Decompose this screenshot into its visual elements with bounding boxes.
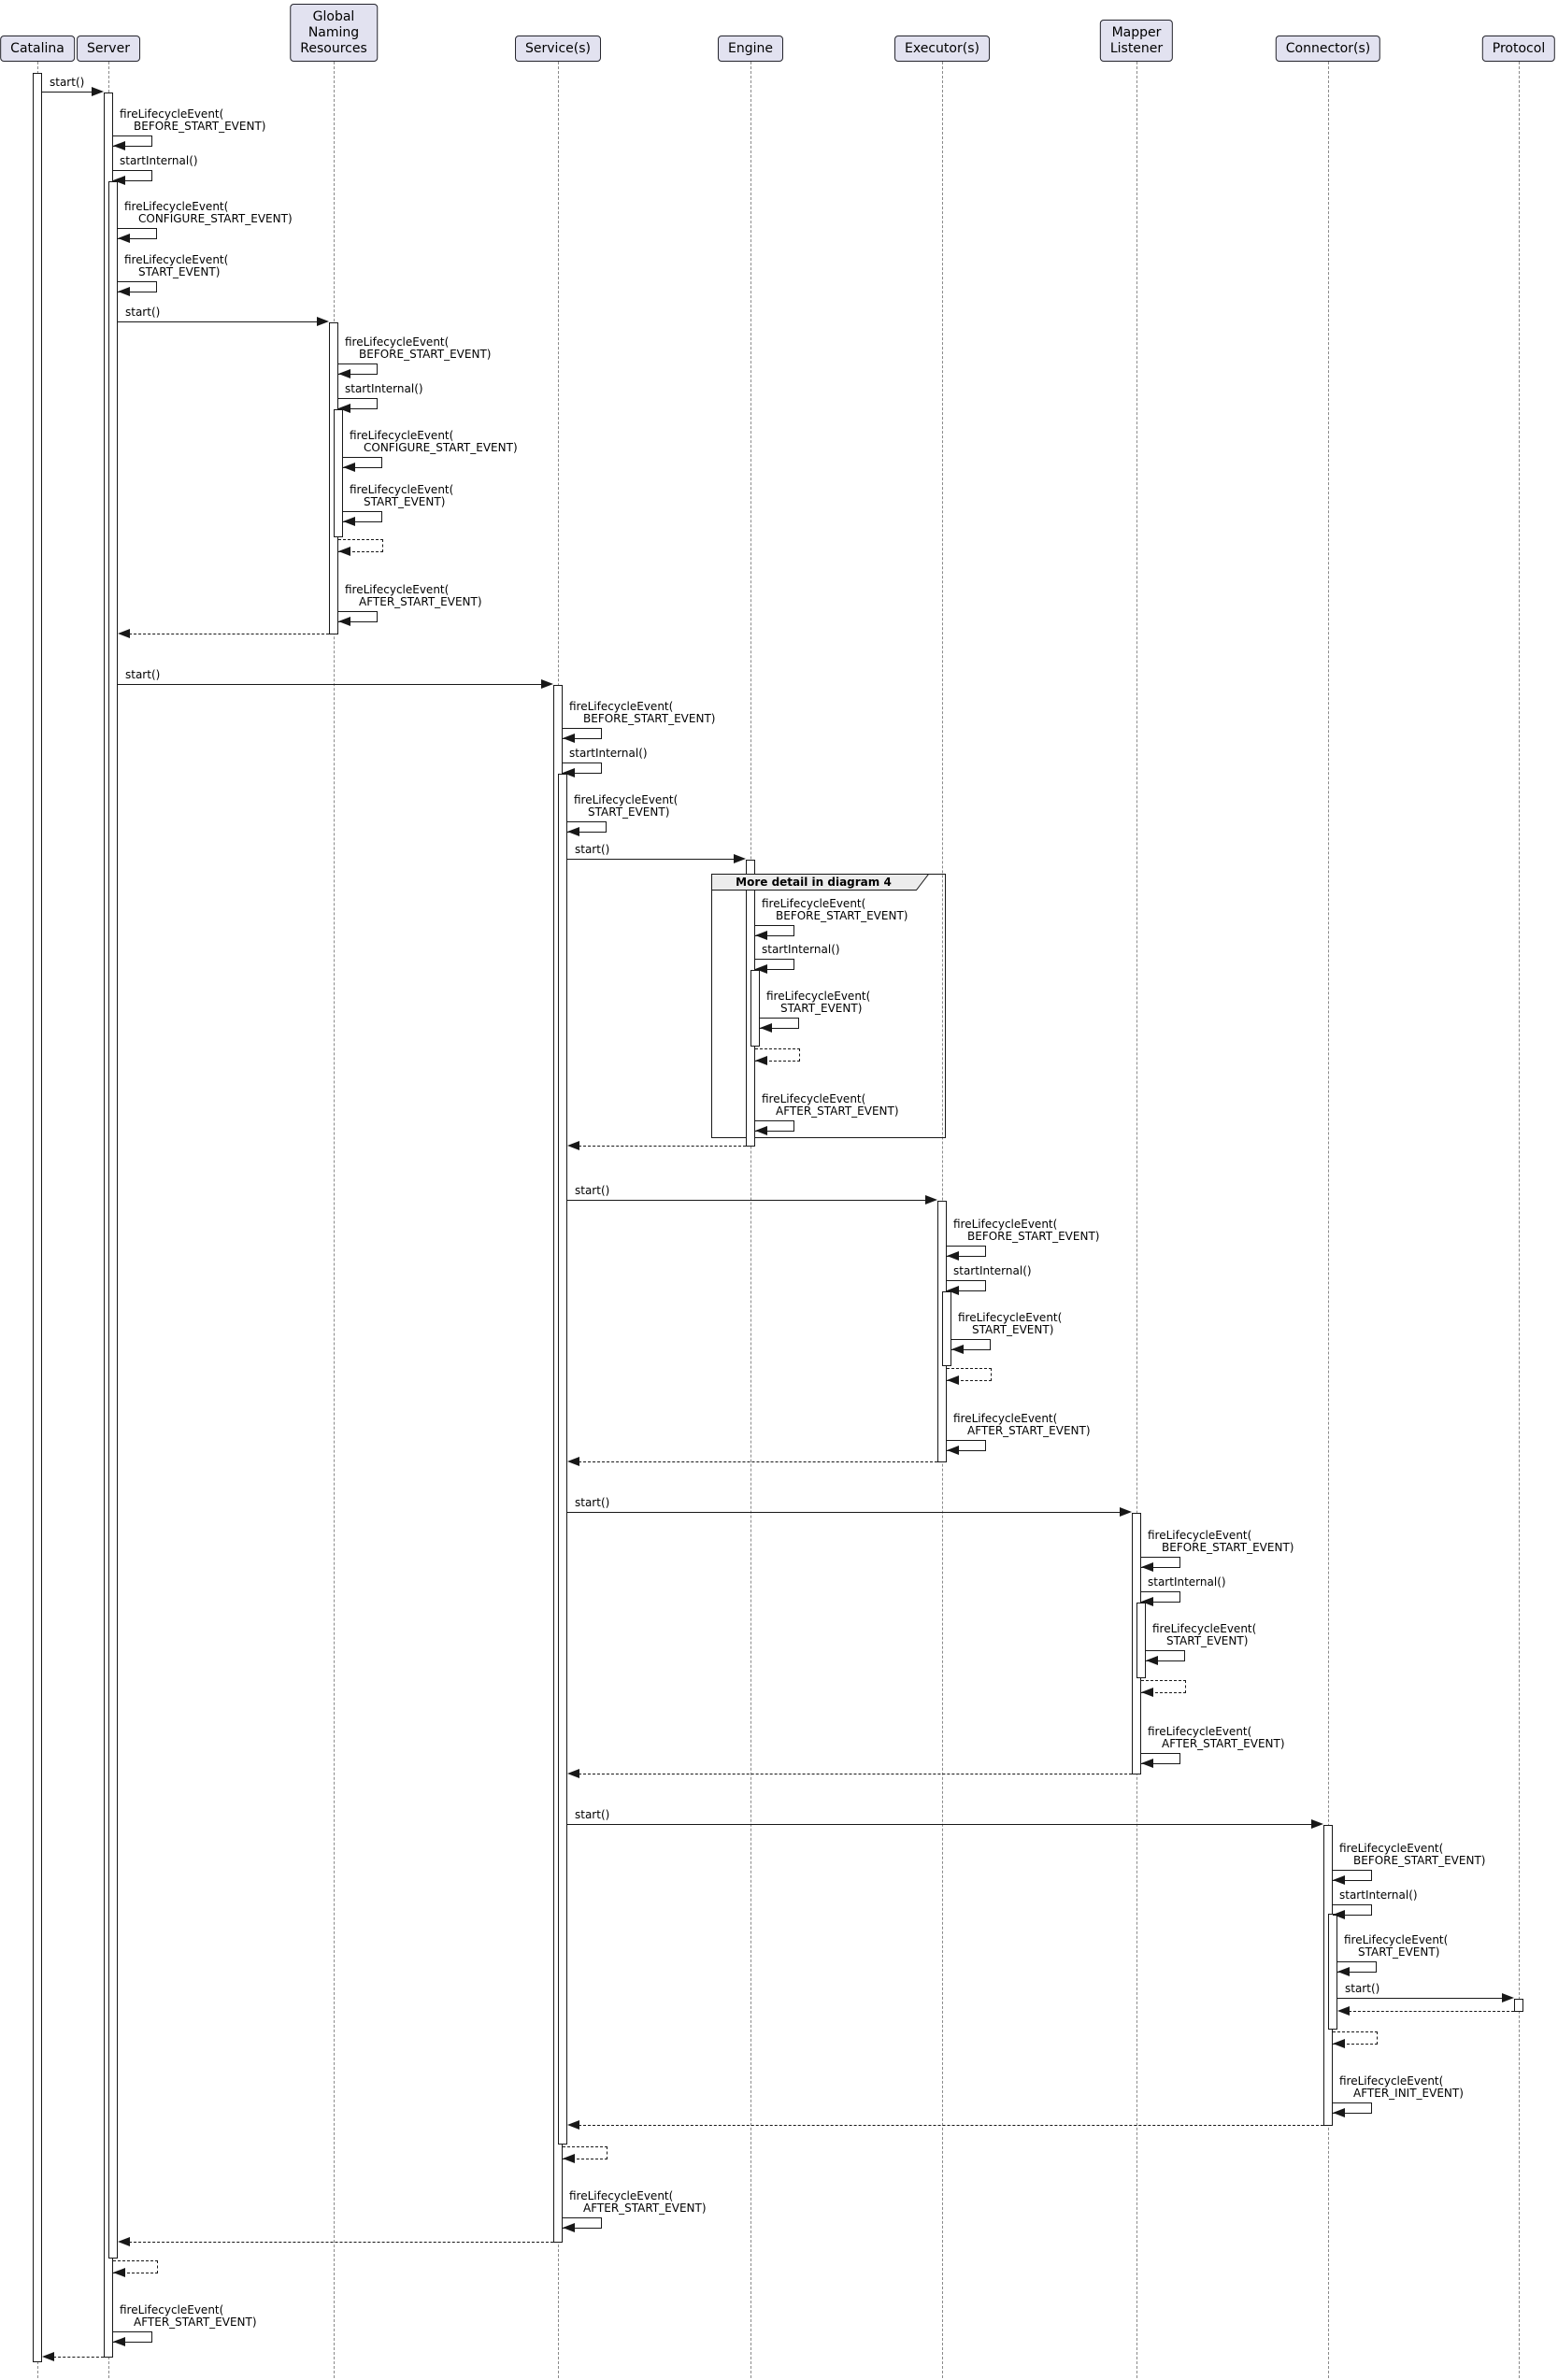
arrowhead-left-icon	[338, 617, 350, 626]
message-call-line	[118, 684, 542, 685]
participant-label: Service(s)	[525, 41, 591, 56]
self-call-label-line: startInternal()	[1339, 1888, 1418, 1902]
message-call-line	[567, 859, 735, 860]
activation-gnr-nested	[334, 409, 343, 537]
self-call-label-line: BEFORE_START_EVENT)	[776, 909, 908, 922]
activation-server-nested	[108, 181, 118, 2259]
self-call-label-line: BEFORE_START_EVENT)	[583, 712, 716, 725]
self-call-label-line: START_EVENT)	[138, 265, 221, 278]
message-label: start()	[575, 843, 610, 856]
self-call-label-line: fireLifecycleEvent(	[1148, 1725, 1252, 1738]
message-return-line	[1349, 2011, 1514, 2012]
self-call-label	[958, 1312, 1062, 1336]
participant-executor	[894, 36, 990, 62]
arrowhead-right-icon	[1502, 1993, 1514, 2002]
participant-label: Server	[87, 41, 130, 56]
self-call-label-line: START_EVENT)	[780, 1002, 863, 1015]
self-call-label-line: CONFIGURE_START_EVENT)	[364, 441, 518, 454]
self-call-label-line: START_EVENT)	[1358, 1945, 1440, 1959]
self-call-label-line: startInternal()	[120, 154, 198, 167]
self-call-label	[1152, 1623, 1256, 1647]
self-call-label-line: AFTER_START_EVENT)	[776, 1104, 899, 1118]
arrowhead-left-icon	[755, 964, 767, 974]
activation-engine-nested	[750, 970, 760, 1047]
message-return-line	[579, 2125, 1323, 2126]
self-call-label-line: AFTER_START_EVENT)	[967, 1424, 1091, 1437]
arrowhead-right-icon	[92, 87, 104, 96]
message-label: start()	[575, 1808, 610, 1821]
self-call-label	[120, 2304, 257, 2329]
arrowhead-left-icon	[563, 768, 575, 777]
self-call-label	[345, 584, 482, 608]
lifeline-protocol	[1519, 62, 1520, 2378]
self-call-label-line: AFTER_START_EVENT)	[359, 595, 482, 608]
participant-label: Executor(s)	[905, 41, 979, 56]
self-call-label-line: fireLifecycleEvent(	[350, 483, 454, 496]
arrowhead-left-icon	[338, 547, 350, 556]
self-call-label-line: fireLifecycleEvent(	[345, 335, 450, 349]
arrowhead-left-icon	[567, 1141, 579, 1150]
participant-label: Connector(s)	[1285, 41, 1371, 56]
message-label: start()	[125, 306, 161, 319]
self-call-label-line: BEFORE_START_EVENT)	[967, 1230, 1100, 1243]
self-call-label-line: fireLifecycleEvent(	[766, 990, 871, 1003]
self-call-label-line: fireLifecycleEvent(	[120, 107, 224, 121]
arrowhead-left-icon	[563, 734, 575, 743]
self-call-label	[350, 430, 518, 454]
arrowhead-left-icon	[563, 2223, 575, 2232]
arrowhead-right-icon	[925, 1195, 937, 1204]
participant-label: Naming	[307, 25, 360, 40]
arrowhead-left-icon	[1337, 2006, 1350, 2016]
self-call-label-line: fireLifecycleEvent(	[124, 253, 229, 266]
self-call-label-line: START_EVENT)	[588, 805, 670, 819]
message-return-line	[579, 1146, 746, 1147]
arrowhead-left-icon	[118, 287, 130, 296]
message-call-line	[567, 1200, 926, 1201]
self-call-label-line: fireLifecycleEvent(	[762, 897, 866, 910]
self-call-label	[569, 2190, 707, 2215]
self-call-label	[1148, 1576, 1226, 1589]
self-call-label	[1339, 1889, 1418, 1902]
self-call-label-line: fireLifecycleEvent(	[569, 700, 674, 713]
participant-service	[515, 36, 601, 62]
self-call-label-line: startInternal()	[345, 382, 423, 395]
self-call-label-line: fireLifecycleEvent(	[574, 793, 679, 806]
self-call-label	[120, 108, 265, 133]
arrowhead-right-icon	[1120, 1507, 1132, 1517]
self-call-label-line: fireLifecycleEvent(	[1152, 1622, 1257, 1635]
self-call-label	[345, 336, 491, 361]
arrowhead-right-icon	[317, 317, 329, 326]
participant-label: Resources	[300, 41, 367, 56]
message-call-line	[567, 1824, 1312, 1825]
self-call-label	[762, 944, 840, 956]
self-call-label-line: fireLifecycleEvent(	[1148, 1529, 1252, 1542]
self-call-label	[124, 201, 293, 225]
self-call-label	[766, 990, 870, 1015]
arrowhead-left-icon	[1333, 1875, 1345, 1885]
arrowhead-left-icon	[755, 1056, 767, 1065]
message-call-line	[1337, 1998, 1503, 1999]
self-call-label-line: BEFORE_START_EVENT)	[359, 348, 492, 361]
message-return-line	[53, 2357, 104, 2358]
activation-service-nested	[558, 774, 567, 2145]
lifeline-mapper	[1136, 62, 1137, 2378]
self-call-label	[569, 701, 715, 725]
participant-label: Listener	[1109, 41, 1164, 56]
message-label: start()	[575, 1496, 610, 1509]
self-call-label-line: START_EVENT)	[364, 495, 446, 508]
arrowhead-right-icon	[1311, 1819, 1323, 1829]
self-call-label-line: fireLifecycleEvent(	[1339, 1842, 1444, 1855]
activation-catalina	[33, 73, 42, 2362]
arrowhead-left-icon	[338, 404, 350, 413]
self-call-label	[1339, 1843, 1485, 1867]
arrowhead-right-icon	[541, 679, 553, 689]
arrowhead-left-icon	[1141, 1562, 1153, 1572]
participant-mapper	[1100, 20, 1173, 62]
arrowhead-left-icon	[1141, 1759, 1153, 1768]
arrowhead-left-icon	[118, 629, 130, 638]
self-call-label-line: fireLifecycleEvent(	[569, 2189, 674, 2202]
arrowhead-left-icon	[947, 1375, 959, 1385]
note-title: More detail in diagram 4	[736, 876, 892, 889]
arrowhead-left-icon	[343, 463, 355, 472]
arrowhead-left-icon	[947, 1446, 959, 1455]
self-call-label	[345, 383, 423, 395]
self-call-label	[120, 155, 198, 167]
arrowhead-left-icon	[947, 1251, 959, 1261]
self-call-label-line: startInternal()	[953, 1264, 1032, 1277]
self-call-label-line: CONFIGURE_START_EVENT)	[138, 212, 293, 225]
arrowhead-left-icon	[1141, 1688, 1153, 1697]
self-call-label-line: fireLifecycleEvent(	[762, 1092, 866, 1105]
self-call-label-line: fireLifecycleEvent(	[350, 429, 454, 442]
arrowhead-left-icon	[118, 234, 130, 243]
self-call-label-line: startInternal()	[569, 747, 648, 760]
self-call-label-line: fireLifecycleEvent(	[124, 200, 229, 213]
self-call-label	[1148, 1726, 1285, 1750]
arrowhead-left-icon	[113, 2268, 125, 2277]
arrowhead-left-icon	[567, 2120, 579, 2130]
arrowhead-left-icon	[951, 1345, 964, 1354]
participant-connector	[1276, 36, 1380, 62]
self-call-label	[953, 1265, 1032, 1277]
arrowhead-left-icon	[1333, 1910, 1345, 1919]
message-label: start()	[1345, 1982, 1380, 1995]
self-call-label-line: AFTER_INIT_EVENT)	[1353, 2087, 1464, 2100]
participant-label: Protocol	[1492, 41, 1546, 56]
arrowhead-left-icon	[563, 2154, 575, 2163]
participant-protocol	[1482, 36, 1555, 62]
self-call-label-line: START_EVENT)	[1166, 1634, 1249, 1647]
self-call-label	[953, 1219, 1099, 1243]
arrowhead-left-icon	[42, 2352, 54, 2361]
message-label: start()	[125, 668, 161, 681]
arrowhead-left-icon	[338, 369, 350, 378]
self-call-label-line: fireLifecycleEvent(	[958, 1311, 1063, 1324]
self-call-label-line: START_EVENT)	[972, 1323, 1054, 1336]
arrowhead-left-icon	[567, 1457, 579, 1466]
arrowhead-left-icon	[567, 1769, 579, 1778]
participant-label: Global	[312, 9, 355, 24]
self-call-label	[1148, 1530, 1294, 1554]
self-call-label	[350, 484, 453, 508]
arrowhead-left-icon	[113, 176, 125, 185]
arrowhead-left-icon	[947, 1286, 959, 1295]
arrowhead-left-icon	[755, 931, 767, 940]
arrowhead-left-icon	[760, 1023, 772, 1033]
self-call-label-line: startInternal()	[1148, 1575, 1226, 1589]
activation-mapper-nested	[1136, 1603, 1146, 1678]
participant-catalina	[0, 36, 75, 62]
self-call-label-line: BEFORE_START_EVENT)	[1162, 1541, 1294, 1554]
arrowhead-left-icon	[113, 2337, 125, 2346]
participant-engine	[718, 36, 783, 62]
message-call-line	[42, 92, 93, 93]
self-call-label-line: AFTER_START_EVENT)	[583, 2202, 707, 2215]
self-call-label-line: fireLifecycleEvent(	[345, 583, 450, 596]
message-call-line	[567, 1512, 1121, 1513]
activation-executor-nested	[942, 1291, 951, 1366]
arrowhead-left-icon	[567, 827, 579, 836]
self-call-label-line: AFTER_START_EVENT)	[1162, 1737, 1285, 1750]
message-label: start()	[575, 1184, 610, 1197]
activation-protocol	[1514, 1999, 1523, 2012]
self-call-label-line: fireLifecycleEvent(	[1339, 2074, 1444, 2088]
arrowhead-left-icon	[755, 1126, 767, 1135]
arrowhead-left-icon	[113, 141, 125, 150]
self-call-label-line: fireLifecycleEvent(	[120, 2303, 224, 2316]
self-call-label-line: BEFORE_START_EVENT)	[134, 120, 266, 133]
self-call-label	[574, 794, 678, 819]
activation-connector-nested	[1328, 1914, 1337, 2030]
message-call-line	[118, 321, 318, 322]
arrowhead-left-icon	[1146, 1656, 1158, 1665]
self-call-label-line: fireLifecycleEvent(	[953, 1218, 1058, 1231]
self-call-label-line: fireLifecycleEvent(	[1344, 1933, 1449, 1946]
self-call-label	[1339, 2075, 1464, 2100]
participant-label: Catalina	[10, 41, 64, 56]
arrowhead-left-icon	[343, 517, 355, 526]
self-call-label	[953, 1413, 1091, 1437]
participant-label: Mapper	[1111, 25, 1162, 40]
arrowhead-left-icon	[1333, 2039, 1345, 2048]
lifeline-engine	[750, 62, 751, 2378]
arrowhead-left-icon	[118, 2237, 130, 2246]
self-call-label	[762, 1093, 899, 1118]
arrowhead-right-icon	[734, 854, 746, 863]
arrowhead-left-icon	[1141, 1597, 1153, 1606]
participant-gnr	[290, 4, 378, 62]
arrowhead-left-icon	[1337, 1967, 1350, 1976]
self-call-label-line: AFTER_START_EVENT)	[134, 2316, 257, 2329]
self-call-label-line: BEFORE_START_EVENT)	[1353, 1854, 1486, 1867]
participant-server	[77, 36, 140, 62]
self-call-label	[569, 748, 648, 760]
message-label: start()	[50, 76, 85, 89]
message-return-line	[129, 2242, 553, 2243]
participant-label: Engine	[728, 41, 773, 56]
self-call-label	[124, 254, 228, 278]
self-call-label	[762, 898, 908, 922]
self-call-label-line: fireLifecycleEvent(	[953, 1412, 1058, 1425]
self-call-label-line: startInternal()	[762, 943, 840, 956]
message-return-line	[579, 1461, 937, 1462]
self-call-label	[1344, 1934, 1448, 1959]
arrowhead-left-icon	[1333, 2108, 1345, 2117]
